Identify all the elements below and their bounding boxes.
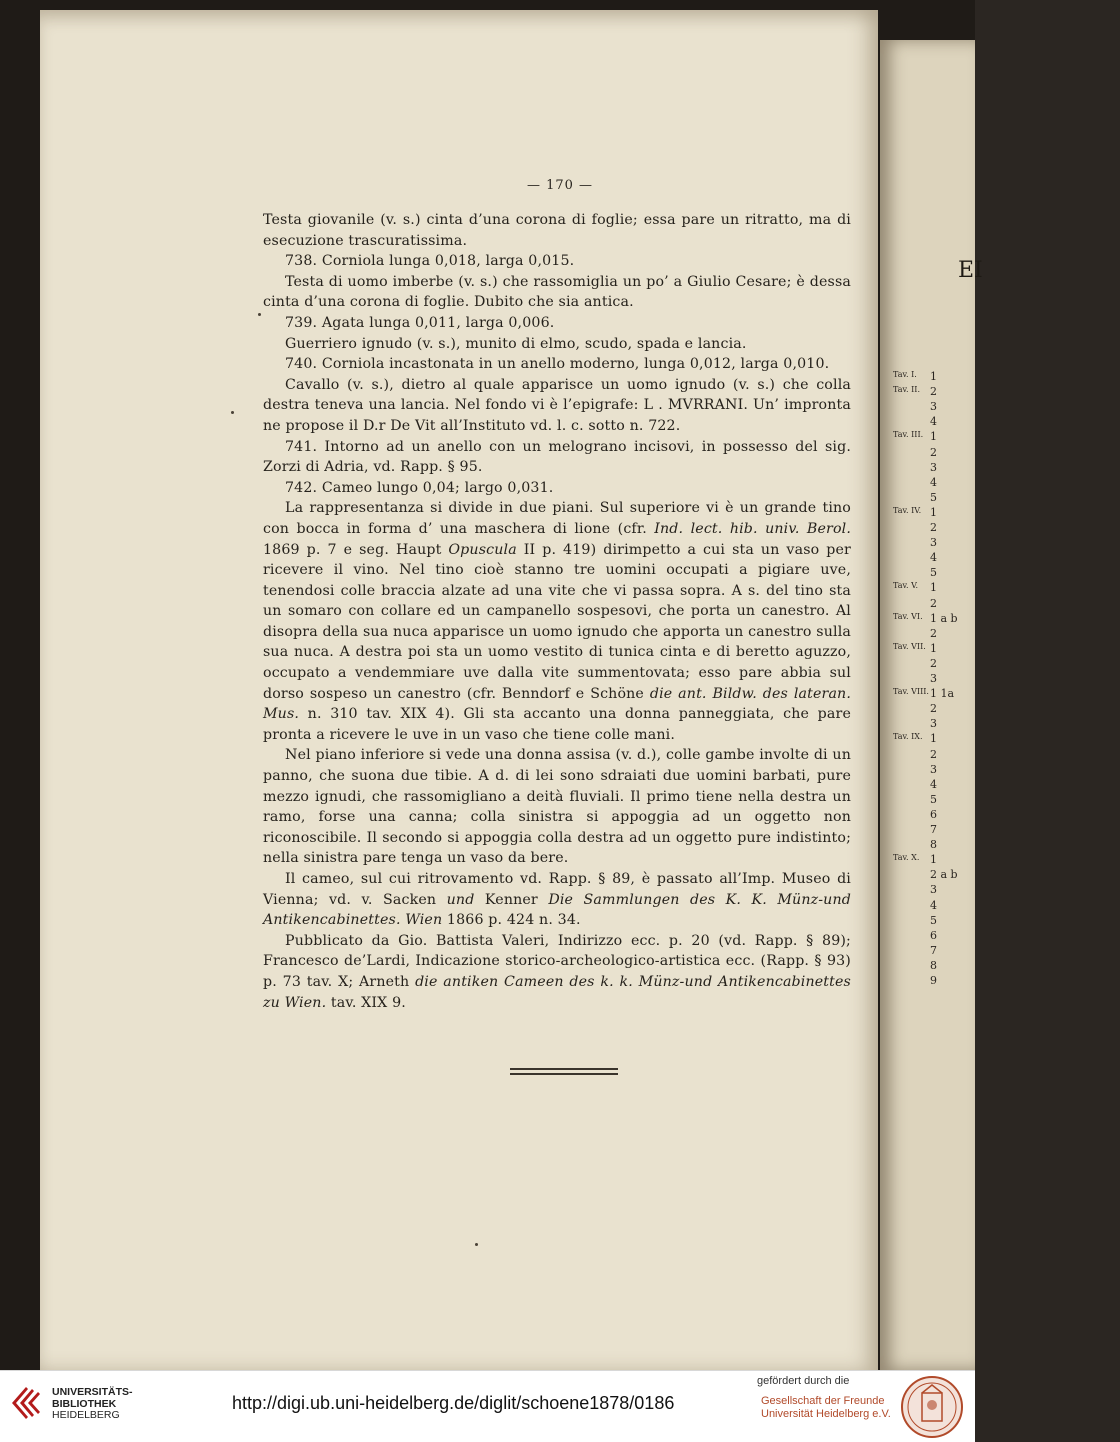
plate-figure-number: 2 [930,656,937,670]
plate-index-row [893,838,973,852]
plate-label: Tav. VIII. [893,687,929,697]
plate-index-row [893,597,973,611]
page-paragraph: 742. Cameo lungo 0,04; largo 0,031. [285,479,554,496]
plate-index-row [893,974,973,988]
plate-label: Tav. I. [893,370,917,379]
plate-figure-number: 1 a b [930,611,958,625]
plate-figure-number: 4 [930,415,937,429]
page-paragraph: Il cameo, sul cui ritrovamento vd. Rapp. § 89, è passato all’Imp. Museo di Vienna; vd. v. Sacken und Kenner Die Sammlungen des K. K. Münz-und Antikencabinettes. Wien 1866 p. 424 n. 34. [263,871,851,929]
society-name-line2: Universität Heidelberg e.V. [761,1408,891,1420]
plate-figure-number: 8 [930,838,937,852]
page-paragraph: 738. Corniola lunga 0,018, larga 0,015. [285,253,575,270]
plate-index-row [893,732,973,746]
plate-figure-number: 2 [930,747,937,761]
plate-figure-number: 5 [930,566,937,580]
plate-index-row [893,899,973,913]
plate-figure-number: 2 [930,521,937,534]
plate-figure-number: 6 [930,928,937,942]
plate-label: Tav. III. [893,430,924,440]
library-name-line1: UNIVERSITÄTS- [52,1386,133,1398]
plate-index-row [893,446,973,460]
plate-index-row [893,581,973,595]
plate-figure-number: 3 [930,400,937,414]
plate-label: Tav. II. [893,385,921,395]
closing-rule-second [510,1073,618,1075]
plate-figure-number: 2 [930,385,937,399]
plate-figure-number: 1 [930,370,937,383]
plate-figure-number: 6 [930,807,937,821]
sponsor-block[interactable] [757,1375,891,1420]
plate-figure-number: 8 [930,958,937,972]
page-number: — 170 — [526,178,594,193]
plate-index-row [893,536,973,550]
plate-index-row [893,808,973,822]
plate-figure-number: 5 [930,490,937,504]
plate-figure-number: 3 [930,672,937,685]
viewer-footer [0,1370,975,1442]
plate-index-row [893,793,973,807]
plate-figure-number: 5 [930,792,937,806]
plate-figure-number: 1 [930,732,937,746]
library-name-line2: BIBLIOTHEK [52,1397,117,1410]
plate-index-row [893,778,973,792]
plate-index-row [893,883,973,897]
page-paragraph: 740. Corniola incastonata in un anello moderno, lunga 0,012, larga 0,010. [285,356,830,373]
plate-index-row [893,385,973,399]
page-paragraph: Nel piano inferiore si vede una donna assisa (v. d.), colle gambe involte di un panno, che suona due tibie. A d. di lei sono sdraiati due uomini barbati, pure mezzo ignudi, che rassomigliano a deità fluviali. Il primo tiene nella destra un ramo, forse una canna; colla sinistra si appoggia ad un oggetto non riconoscibile. Il secondo si appoggia colla destra ad un oggetto pure indistinto; nella sinistra pare tenga un vaso da bere. [263,747,851,867]
plate-index-row [893,853,973,867]
plate-index-row [893,717,973,731]
plate-label: Tav. IV. [893,505,922,515]
page-paragraph: Testa di uomo imberbe (v. s.) che rassomiglia un po’ a Giulio Cesare; è dessa cinta d’una corona di foglie. Dubito che sia antica. [263,273,851,311]
plate-index-row [893,702,973,716]
page-text [263,210,851,1013]
plate-figure-number: 3 [930,762,937,776]
plate-index-row [893,944,973,958]
plate-index-row [893,566,973,580]
plate-index-row [893,430,973,444]
plate-label: Tav. X. [893,853,920,863]
plate-figure-number: 4 [930,551,937,565]
plate-figure-number: 3 [930,883,937,897]
plate-index-row [893,657,973,671]
plate-figure-number: 3 [930,460,937,474]
plate-figure-number: 1 [930,641,937,655]
plate-index-row [893,370,973,384]
print-speck [231,411,234,414]
print-speck [258,313,261,316]
plate-index-row [893,763,973,777]
plate-index-row [893,642,973,656]
page-paragraph: Testa giovanile (v. s.) cinta d’una corona di foglie; essa pare un ritratto, ma di esecuzione trascuratissima. [263,212,851,249]
page-paragraph: 741. Intorno ad un anello con un melograno incisovi, in possesso del sig. Zorzi di Adria, vd. Rapp. § 95. [263,438,851,476]
plate-index-row [893,506,973,520]
plate-figure-number: 4 [930,777,937,791]
plate-index-row [893,415,973,429]
plate-figure-number: 1 [930,581,937,595]
plate-index-row [893,612,973,626]
facing-page-heading: EI [958,258,983,283]
plate-figure-number: 2 [930,626,937,640]
plate-index-row [893,400,973,414]
university-seal-icon[interactable] [900,1375,964,1439]
plate-figure-number: 2 [930,445,937,459]
page-paragraph: La rappresentanza si divide in due piani. Sul superiore vi è un grande tino con bocca in forma d’ una maschera di lione (cfr. Ind. lect. hib. univ. Berol. 1869 p. 7 e seg. Haupt Opuscula II p. 419) dirimpetto a cui sta un vaso per ricevere il vino. Nel tino cioè stanno tre uomini occupati a pigiare uve, tenendosi colle braccia alzate ad una vite che vi passa sopra. A s. del tino sta un somaro con collare ed un campanello sospesovi, che porta un canestro. Al disopra della sua nuca apparisce un uomo ignudo che apporta un canestro sulla sua nuca. A destra poi sta un uomo vestito di tunica cinta e di beretto aguzzo, occupato a vendemmiare uve dalla vite summentovata; esso pare abbia sul dorso sospeso un canestro (cfr. Benndorf e Schöne die ant. Bildw. des lateran. Mus. n. 310 tav. XIX 4). Gli sta accanto una donna panneggiata, che pare pronta a ricevere le uve in un vaso che tiene colle mani. [263,500,852,743]
plate-index-row [893,672,973,686]
plate-figure-number: 3 [930,536,937,550]
page-paragraph: 739. Agata lunga 0,011, larga 0,006. [285,314,555,331]
plate-figure-number: 2 a b [930,868,958,882]
plate-index-row [893,914,973,928]
plate-figure-number: 4 [930,475,937,489]
closing-rule [510,1068,618,1070]
plate-figure-number: 2 [930,596,937,610]
plate-label: Tav. IX. [893,732,923,742]
plate-figure-number: 7 [930,943,937,957]
plate-figure-number: 1 1a [930,687,955,701]
plate-figure-number: 1 [930,853,937,867]
plate-label: Tav. V. [893,581,919,591]
permalink-url[interactable]: http://digi.ub.uni-heidelberg.de/diglit/schoene1878/0186 [232,1393,675,1413]
plate-index-row [893,461,973,475]
plate-index-row [893,627,973,641]
plate-figure-number: 2 [930,702,937,716]
university-library-name[interactable] [52,1387,133,1422]
plate-label: Tav. VI. [893,611,923,621]
plate-figure-number: 1 [930,430,937,444]
plate-index-row [893,823,973,837]
plate-index-row [893,521,973,535]
print-speck [475,1243,478,1246]
plate-index-row [893,491,973,505]
society-name-line1: Gesellschaft der Freunde [761,1395,885,1407]
plate-figure-number: 3 [930,717,937,731]
plate-index-row [893,476,973,490]
page-paragraph: Guerriero ignudo (v. s.), munito di elmo, scudo, spada e lancia. [285,335,747,352]
plate-figure-number: 4 [930,898,937,912]
plate-figure-number: 9 [930,974,937,987]
page-paragraph: Cavallo (v. s.), dietro al quale apparisce un uomo ignudo (v. s.) che colla destra teneva una lancia. Nel fondo vi è l’epigrafe: L . MVRRANI. Un’ impronta ne propose il D.r De Vit all’Instituto vd. l. c. sotto n. 722. [263,376,851,434]
plate-index-row [893,551,973,565]
page-paragraph: Pubblicato da Gio. Battista Valeri, Indirizzo ecc. p. 20 (vd. Rapp. § 89); Francesco de’Lardi, Indicazione storico-archeologico-artistica ecc. (Rapp. § 93) p. 73 tav. X; Arneth die antiken Cameen des k. k. Münz-und Antikencabinettes zu Wien. tav. XIX 9. [263,932,851,1011]
library-name-line3: HEIDELBERG [52,1409,120,1421]
plate-figure-number: 5 [930,913,937,927]
plate-figure-number: 7 [930,823,937,836]
plate-index-row [893,929,973,943]
plate-index-row [893,959,973,973]
plate-index-row [893,748,973,762]
plate-index-row [893,868,973,882]
plate-index-row [893,687,973,701]
plate-figure-number: 1 [930,505,937,519]
plate-label: Tav. VII. [893,641,926,651]
university-library-logo-icon[interactable] [10,1383,44,1423]
funded-by-label: gefördert durch die [757,1375,850,1387]
